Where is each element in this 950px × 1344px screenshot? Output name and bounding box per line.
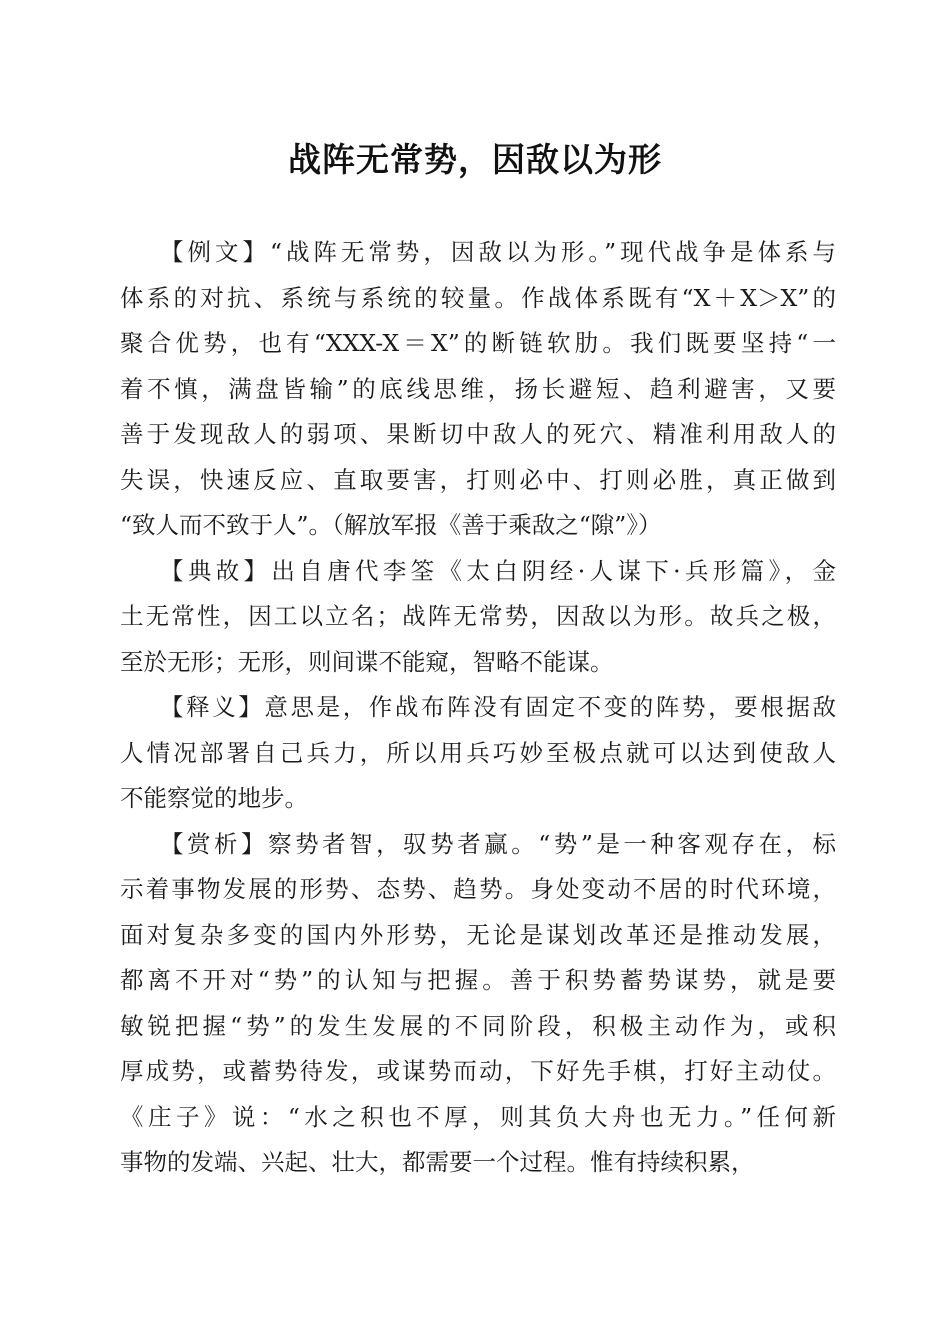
document-title: 战阵无常势，因敌以为形 [288, 140, 662, 179]
text-line: 聚合优势，也有“XXX-X＝X”的断链软肋。我们既要坚持“一 [120, 329, 836, 357]
text-line: 人情况部署自己兵力，所以用兵巧妙至极点就可以达到使敌人 [120, 738, 836, 767]
text-line: 都离不开对“势”的认知与把握。善于积势蓄势谋势，就是要 [120, 966, 836, 994]
text-line: 【赏析】察势者智，驭势者赢。“势”是一种客观存在，标 [160, 829, 836, 858]
text-line: 厚成势，或蓄势待发，或谋势而动，下好先手棋，打好主动仗。 [120, 1057, 836, 1085]
text-line: 失误，快速反应、直取要害，打则必中、打则必胜，真正做到 [120, 465, 836, 494]
text-line: 着不慎，满盘皆输”的底线思维，扬长避短、趋利避害，又要 [120, 374, 836, 403]
text-line: 《庄子》说：“水之积也不厚，则其负大舟也无力。”任何新 [120, 1102, 836, 1131]
paragraph-allusion [120, 549, 836, 686]
text-line: 示着事物发展的形势、态势、趋势。身处变动不居的时代环境， [120, 875, 836, 903]
text-line: 善于发现敌人的弱项、果断切中敌人的死穴、精准利用敌人的 [120, 420, 836, 448]
text-line: 不能察觉的地步。 [120, 784, 308, 812]
text-line: 【例文】“战阵无常势，因敌以为形。”现代战争是体系与 [160, 238, 836, 266]
text-line: 【释义】意思是，作战布阵没有固定不变的阵势，要根据敌 [160, 693, 836, 721]
paragraph-interpretation [120, 685, 836, 822]
text-line: “致人而不致于人”。（解放军报《善于乘敌之“隙”》） [120, 511, 662, 539]
text-line: 土无常性，因工以立名；战阵无常势，因敌以为形。故兵之极， [120, 602, 836, 630]
text-line: 【典故】出自唐代李筌《太白阴经·人谋下·兵形篇》，金 [160, 556, 836, 585]
text-line: 事物的发端、兴起、壮大，都需要一个过程。惟有持续积累， [120, 1148, 755, 1176]
document-body [120, 230, 836, 1186]
paragraph-example [120, 230, 836, 549]
paragraph-appreciation [120, 822, 836, 1186]
text-line: 面对复杂多变的国内外形势，无论是谋划改革还是推动发展， [120, 920, 836, 949]
text-line: 敏锐把握“势”的发生发展的不同阶段，积极主动作为，或积 [120, 1011, 836, 1040]
text-line: 体系的对抗、系统与系统的较量。作战体系既有“X＋X＞X”的 [120, 283, 836, 312]
text-line: 至於无形；无形，则间谍不能窥，智略不能谋。 [120, 647, 614, 676]
